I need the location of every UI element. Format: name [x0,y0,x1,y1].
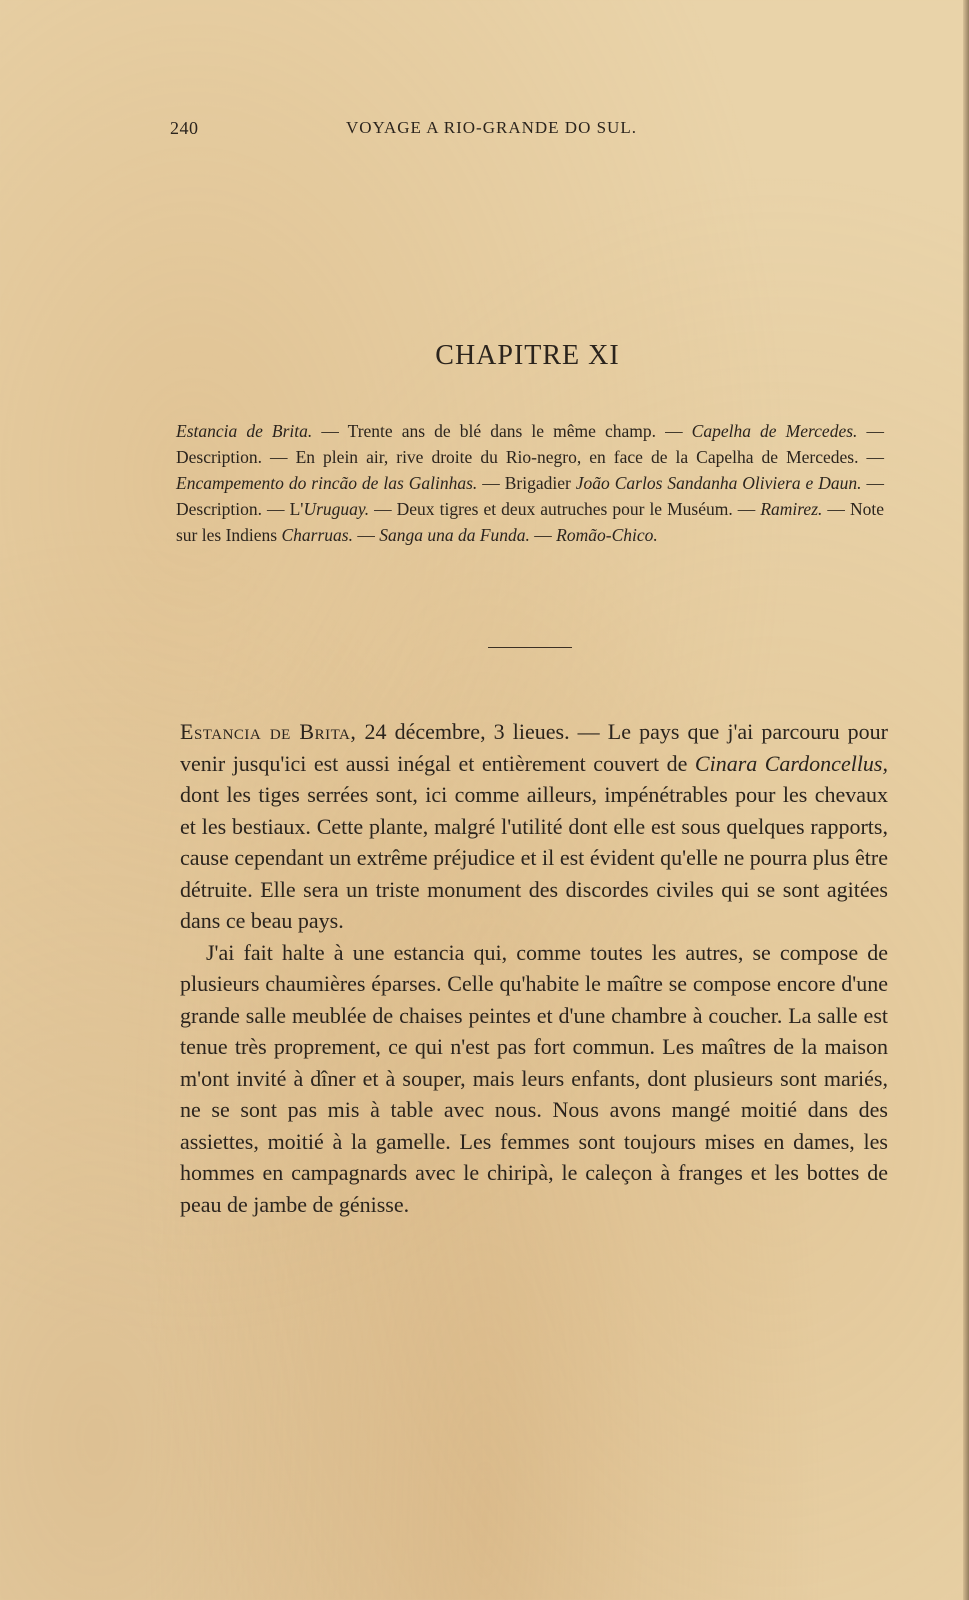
summary-item: Encampemento do rincão de las Galinhas. [176,473,478,493]
paragraph-lead: Estancia de Brita, [180,719,357,744]
summary-item: Charruas. [281,525,353,545]
summary-text: — Description. — En plein air, rive droite du Rio-negro, en face de la Capelha de Mercedes. — [176,421,884,467]
summary-text: — Description. — L' [176,473,884,519]
body-text [180,716,888,1220]
plant-name: Cinara Cardoncellus, [694,750,888,776]
summary-text: — Trente ans de blé dans le même champ. — [312,421,692,441]
paragraph-1 [180,716,888,937]
section-divider [488,647,572,648]
summary-text: — Brigadier [477,473,576,493]
paragraph-text: 24 décembre, 3 lieues. — Le pays que j'ai parcouru pour venir jusqu'ici est aussi inégal et entièrement couvert de [180,719,888,776]
summary-item: Estancia de Brita. [176,421,313,441]
page-edge [963,0,969,1600]
summary-text: — Deux tigres et deux autruches pour le Muséum. — [369,499,761,519]
summary-text: — [529,525,557,545]
summary-item: João Carlos Sandanha Oliviera e Daun. [575,473,862,493]
chapter-summary [176,418,884,548]
summary-item: Capelha de Mercedes. [691,421,858,441]
paragraph-2: J'ai fait halte à une estancia qui, comme toutes les autres, se compose de plusieurs chaumières éparses. Celle qu'habite le maître se compose encore d'une grande salle meublée de chaises peintes et d'une chambre à coucher. La salle est tenue très proprement, ce qui n'est pas fort commun. Les maîtres de la maison m'ont invité à dîner et à souper, mais leurs enfants, dont plusieurs sont mariés, ne se sont pas mis à table avec nous. Nous avons mangé moitié dans des assiettes, moitié à la gamelle. Les femmes sont toujours mises en dames, les hommes en campagnards avec le chiripà, le caleçon à franges et les bottes de peau de jambe de génisse. [180,939,888,1217]
paragraph-text: dont les tiges serrées sont, ici comme ailleurs, impénétrables pour les chevaux et les bestiaux. Cette plante, malgré l'utilité dont elle est sous quelques rapports, cause cependant un extrême préjudice et il est évident qu'elle ne pourra plus être détruite. Elle sera un triste monument des discordes civiles qui se sont agitées dans ce beau pays. [180,782,888,933]
chapter-title: CHAPITRE XI [435,340,620,371]
running-title: VOYAGE A RIO-GRANDE DO SUL. [346,118,637,137]
summary-text: — [352,525,380,545]
running-head [170,118,710,142]
summary-text: — Note sur les Indiens [176,499,884,545]
summary-item: Romão-Chico. [556,525,658,545]
summary-item: Sanga una da Funda. [379,525,530,545]
summary-item: Uruguay. [303,499,370,519]
summary-item: Ramirez. [760,499,823,519]
page-number: 240 [170,118,199,138]
